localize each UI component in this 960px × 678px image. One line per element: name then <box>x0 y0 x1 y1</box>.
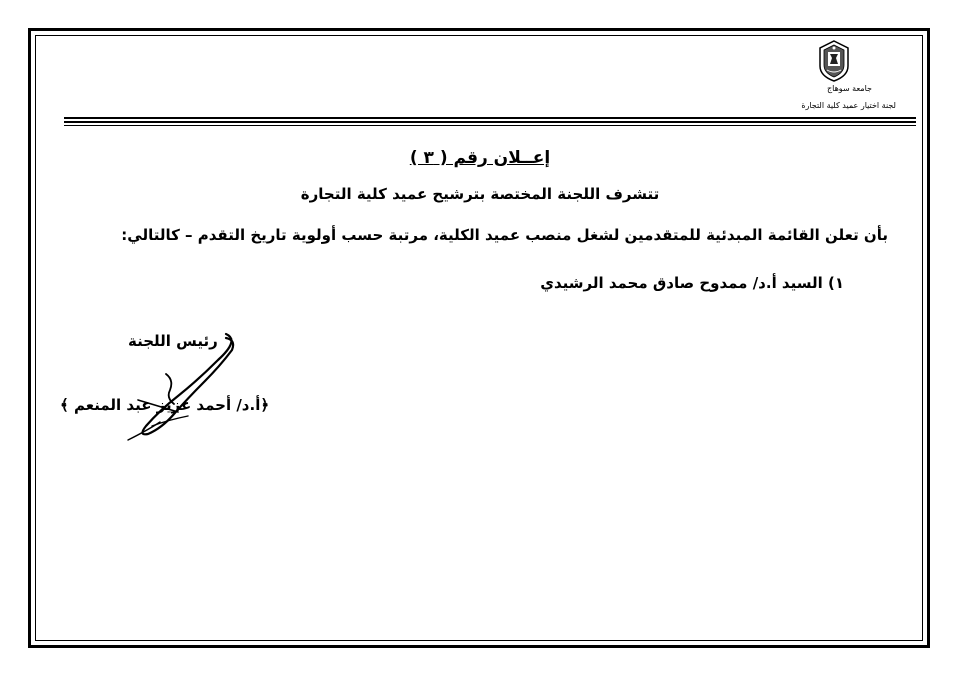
committee-name: لجنة اختيار عميد كلية التجارة <box>801 101 896 110</box>
header-rule <box>64 121 916 123</box>
announcement-title-text: إعــلان رقم ( ٣ ) <box>409 148 551 168</box>
handwritten-signature <box>108 330 248 442</box>
announcement-title <box>0 148 960 168</box>
candidate-list-item: ١) السيد أ.د/ ممدوح صادق محمد الرشيدي <box>540 274 844 292</box>
university-seal-icon <box>818 40 850 82</box>
header-rule <box>64 117 916 119</box>
header-rule <box>64 125 916 126</box>
announcement-body: بأن تعلن القائمة المبدئية للمتقدمين لشغل منصب عميد الكلية، مرتبة حسب أولوية تاريخ التقدم – كالتالي: <box>121 226 888 244</box>
university-name: جامعة سوهاج <box>826 84 872 93</box>
announcement-subtitle: تتشرف اللجنة المختصة بترشيح عميد كلية التجارة <box>300 185 660 203</box>
committee-chair-title: رئيس اللجنة <box>128 332 218 350</box>
committee-chair-name: ﴿أ.د/ أحمد عزيز عبد المنعم ﴾ <box>60 396 270 414</box>
